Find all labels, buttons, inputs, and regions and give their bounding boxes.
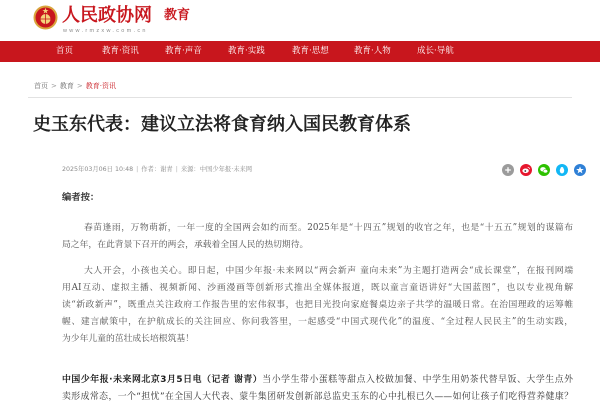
paragraph-line: 卖形成常态，一个“担忧”在全国人大代表、蒙牛集团研发创新部总监史玉东的心中扎根已久——如何让孩子们吃得营养健康？ — [62, 391, 573, 402]
paragraph-line: 春苗逢雨，万物萌新，一年一度的全国两会如约而至。2025年是“十四五”规划的收官之年，也是“十五五”规划的谋篇布 — [84, 223, 573, 233]
channel-title[interactable]: 教育 — [164, 8, 191, 23]
nav-item-growth-navigation[interactable]: 成长·导航 — [417, 46, 454, 56]
cppcc-emblem-icon — [33, 5, 58, 30]
breadcrumb-education[interactable]: 教育 — [59, 82, 74, 90]
nav-item-education-people[interactable]: 教育·人物 — [354, 46, 391, 56]
breadcrumb-separator: > — [76, 82, 83, 90]
more-share-icon[interactable] — [502, 164, 514, 176]
dateline: 中国少年报·未来网北京3月5日电（记者 谢青） — [62, 375, 263, 385]
nav-item-home[interactable]: 首页 — [56, 46, 74, 56]
editor-note-paragraph — [62, 263, 573, 348]
site-header — [0, 0, 600, 41]
breadcrumb-education-news[interactable]: 教育·资讯 — [85, 82, 116, 90]
site-logo[interactable] — [33, 4, 158, 37]
share-bar — [502, 164, 586, 176]
nav-item-education-voice[interactable]: 教育·声音 — [165, 46, 202, 56]
editor-note-label: 编者按： — [62, 192, 100, 203]
paragraph-line: 幄、建言献策中，在护航成长的关注回应、你问我答里，一起感受“中国式现代化”的温度、“全过程人民民主”的生动实践， — [62, 317, 573, 327]
paragraph-line: 用AI互动、虚拟主播、视频新闻、沙画漫画等创新形式推出全媒体报道，既以童言童语讲好“大国蓝图”，也以专业视角解 — [62, 283, 573, 293]
publish-date: 2025年03月06日 10:48 — [62, 166, 134, 173]
meta-divider: | — [136, 166, 139, 173]
nav-item-education-thought[interactable]: 教育·思想 — [292, 46, 329, 56]
paragraph-line: 为少年儿童的茁壮成长培根筑基！ — [62, 334, 194, 344]
source: 来源：中国少年报·未来网 — [180, 166, 253, 173]
main-nav — [0, 41, 600, 62]
body-text: 当小学生带小蛋糕等甜点入校做加餐、中学生用奶茶代替早饭、大学生点外 — [262, 375, 574, 385]
editor-note-paragraph — [62, 220, 573, 254]
article-body-paragraph — [62, 372, 573, 405]
article-title: 史玉东代表：建议立法将食育纳入国民教育体系 — [33, 114, 411, 135]
qzone-icon[interactable] — [574, 164, 586, 176]
paragraph-line — [62, 372, 573, 389]
breadcrumb-home[interactable]: 首页 — [34, 82, 48, 90]
meta-divider: | — [175, 166, 178, 173]
nav-item-education-practice[interactable]: 教育·实践 — [228, 46, 265, 56]
article-meta — [62, 165, 252, 174]
logo-text: 人民政协网 — [62, 5, 152, 26]
breadcrumb-separator: > — [51, 82, 57, 90]
wechat-icon[interactable] — [538, 164, 550, 176]
author: 作者：谢青 — [141, 166, 173, 173]
logo-url: www.rmzxw.com.cn — [63, 28, 148, 34]
breadcrumb — [34, 81, 116, 91]
paragraph-line: 读“新政新声”，既重点关注政府工作报告里的宏伟叙事，也把目光投向家庭餐桌边亲子共学的温暖日常。在治国理政的运筹帷 — [62, 300, 573, 310]
weibo-icon[interactable] — [520, 164, 532, 176]
breadcrumb-divider — [28, 97, 572, 98]
qq-icon[interactable] — [556, 164, 568, 176]
paragraph-line: 局之年，在此背景下召开的两会，承载着全国人民的热切期待。 — [62, 240, 309, 250]
paragraph-line: 大人开会，小孩也关心。即日起，中国少年报·未来网以“两会新声 童向未来”为主题打造两会“成长课堂”，在报刊网端 — [84, 266, 573, 276]
nav-item-education-news[interactable]: 教育·资讯 — [102, 46, 139, 56]
